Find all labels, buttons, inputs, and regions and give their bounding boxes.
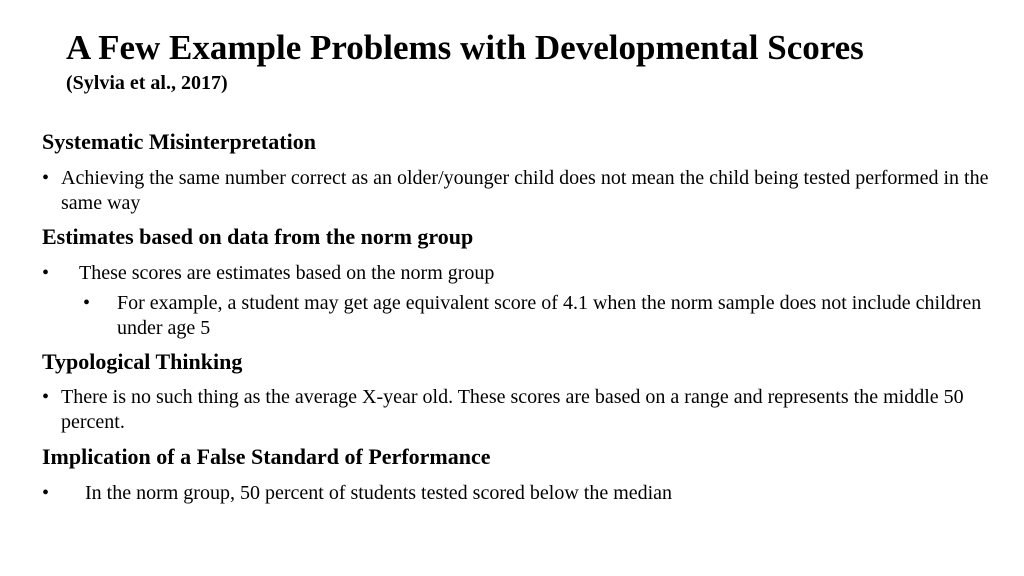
section-heading-norm-group-estimates: Estimates based on data from the norm group xyxy=(42,224,474,249)
bullet-item xyxy=(42,385,992,435)
bullet-item xyxy=(42,166,992,216)
bullet-text: These scores are estimates based on the norm group xyxy=(79,262,495,284)
slide-title: A Few Example Problems with Developmental Scores xyxy=(66,28,864,67)
sub-bullet-item xyxy=(42,291,992,341)
title-block xyxy=(66,26,996,96)
section-heading-typological-thinking: Typological Thinking xyxy=(42,349,243,374)
bullet-item xyxy=(42,261,992,286)
slide-subtitle: (Sylvia et al., 2017) xyxy=(66,72,228,94)
bullet-item xyxy=(42,481,992,506)
bullet-marker: • xyxy=(42,262,50,284)
bullet-marker: • xyxy=(42,167,50,189)
bullet-marker: • xyxy=(83,292,91,314)
section-heading-false-standard: Implication of a False Standard of Performance xyxy=(42,444,491,469)
bullet-text: There is no such thing as the average X-year old. These scores are based on a range and represents the middle 50 percent. xyxy=(61,386,964,433)
bullet-text: Achieving the same number correct as an older/younger child does not mean the child being tested performed in the same way xyxy=(61,167,989,214)
slide-body xyxy=(42,128,992,506)
bullet-marker: • xyxy=(42,482,50,504)
bullet-text: In the norm group, 50 percent of students tested scored below the median xyxy=(85,482,673,504)
sub-bullet-text: For example, a student may get age equivalent score of 4.1 when the norm sample does not include children under age 5 xyxy=(117,292,982,339)
bullet-marker: • xyxy=(42,386,50,408)
section-heading-systematic-misinterpretation: Systematic Misinterpretation xyxy=(42,129,316,154)
